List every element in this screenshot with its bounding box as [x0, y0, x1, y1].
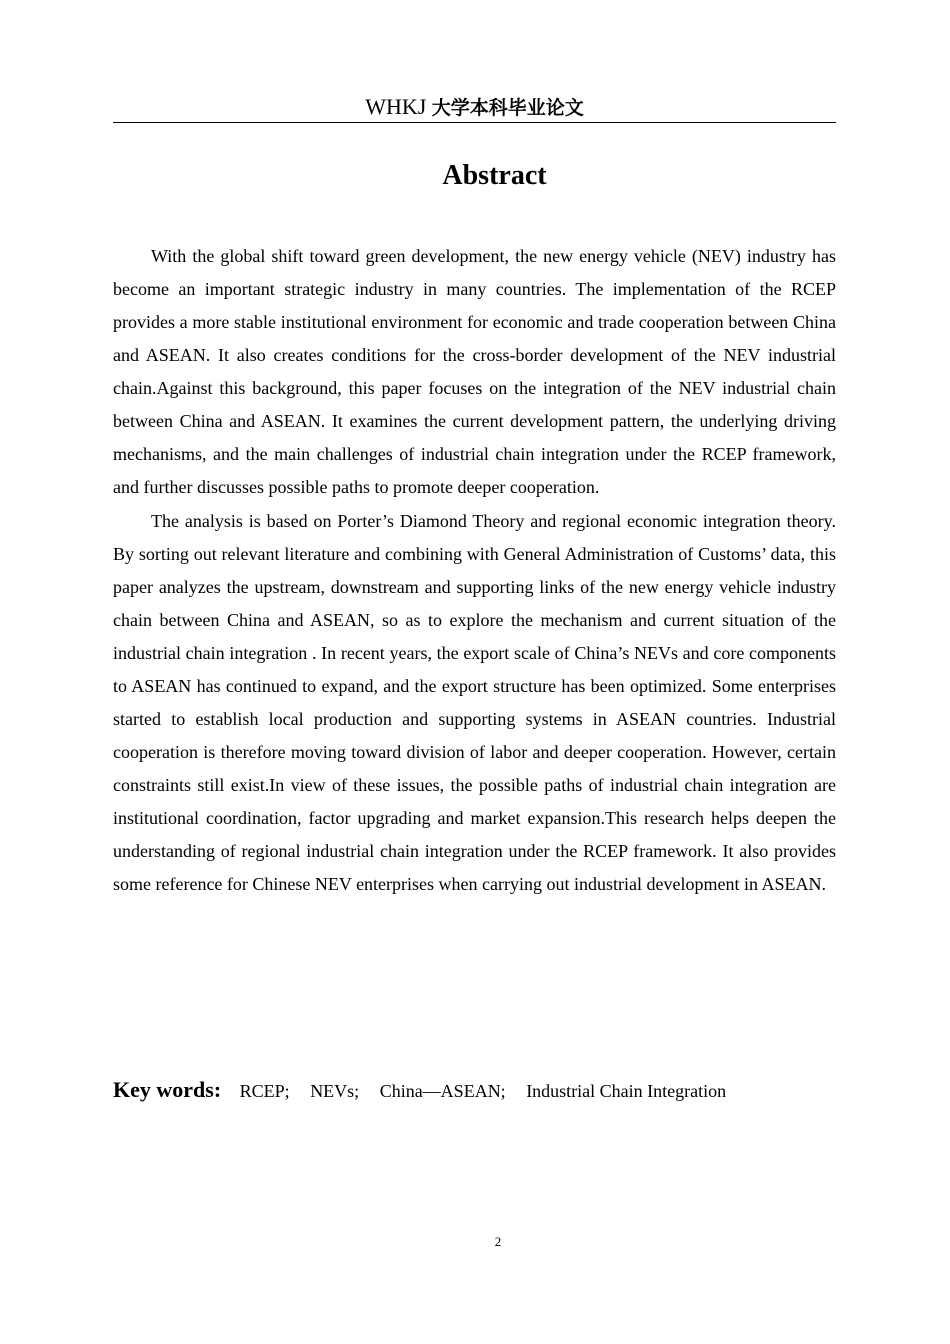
- header-chinese: 大学本科毕业论文: [431, 97, 584, 119]
- keywords-line: [113, 1072, 836, 1109]
- running-header: [113, 92, 836, 123]
- keyword-item: RCEP;: [239, 1081, 290, 1101]
- abstract-paragraph-2: The analysis is based on Porter’s Diamond Theory and regional economic integration theory. By sorting out relevant literature and combining with General Administration of Customs’ data, this paper analyzes the upstream, downstream and supporting links of the new energy vehicle industry chain between China and ASEAN, so as to explore the mechanism and current situation of the industrial chain integration . In recent years, the export scale of China’s NEVs and core components to ASEAN has continued to expand, and the export structure has been optimized. Some enterprises started to establish local production and supporting systems in ASEAN countries. Industrial cooperation is therefore moving toward division of labor and deeper cooperation. However, certain constraints still exist.In view of these issues, the possible paths of industrial chain integration are institutional coordination, factor upgrading and market expansion.This research helps deepen the understanding of regional industrial chain integration under the RCEP framework. It also provides some reference for Chinese NEV enterprises when carrying out industrial development in ASEAN.: [113, 511, 836, 894]
- keyword-item: NEVs;: [310, 1081, 360, 1101]
- keyword-item: Industrial Chain Integration: [526, 1081, 727, 1101]
- abstract-paragraph-1: With the global shift toward green development, the new energy vehicle (NEV) industry has become an important strategic industry in many countries. The implementation of the RCEP provides a more stable institutional environment for economic and trade cooperation between China and ASEAN. It also creates conditions for the cross-border development of the NEV industrial chain.Against this background, this paper focuses on the integration of the NEV industrial chain between China and ASEAN. It examines the current development pattern, the underlying driving mechanisms, and the main challenges of industrial chain integration under the RCEP framework, and further discusses possible paths to promote deeper cooperation.: [113, 246, 836, 497]
- keywords-label: Key words:: [113, 1077, 222, 1102]
- header-latin: WHKJ: [365, 94, 427, 119]
- page-title: Abstract: [442, 160, 547, 191]
- page-number: 2: [494, 1234, 502, 1249]
- abstract-body: [113, 240, 836, 902]
- keyword-item: China—ASEAN;: [379, 1081, 506, 1101]
